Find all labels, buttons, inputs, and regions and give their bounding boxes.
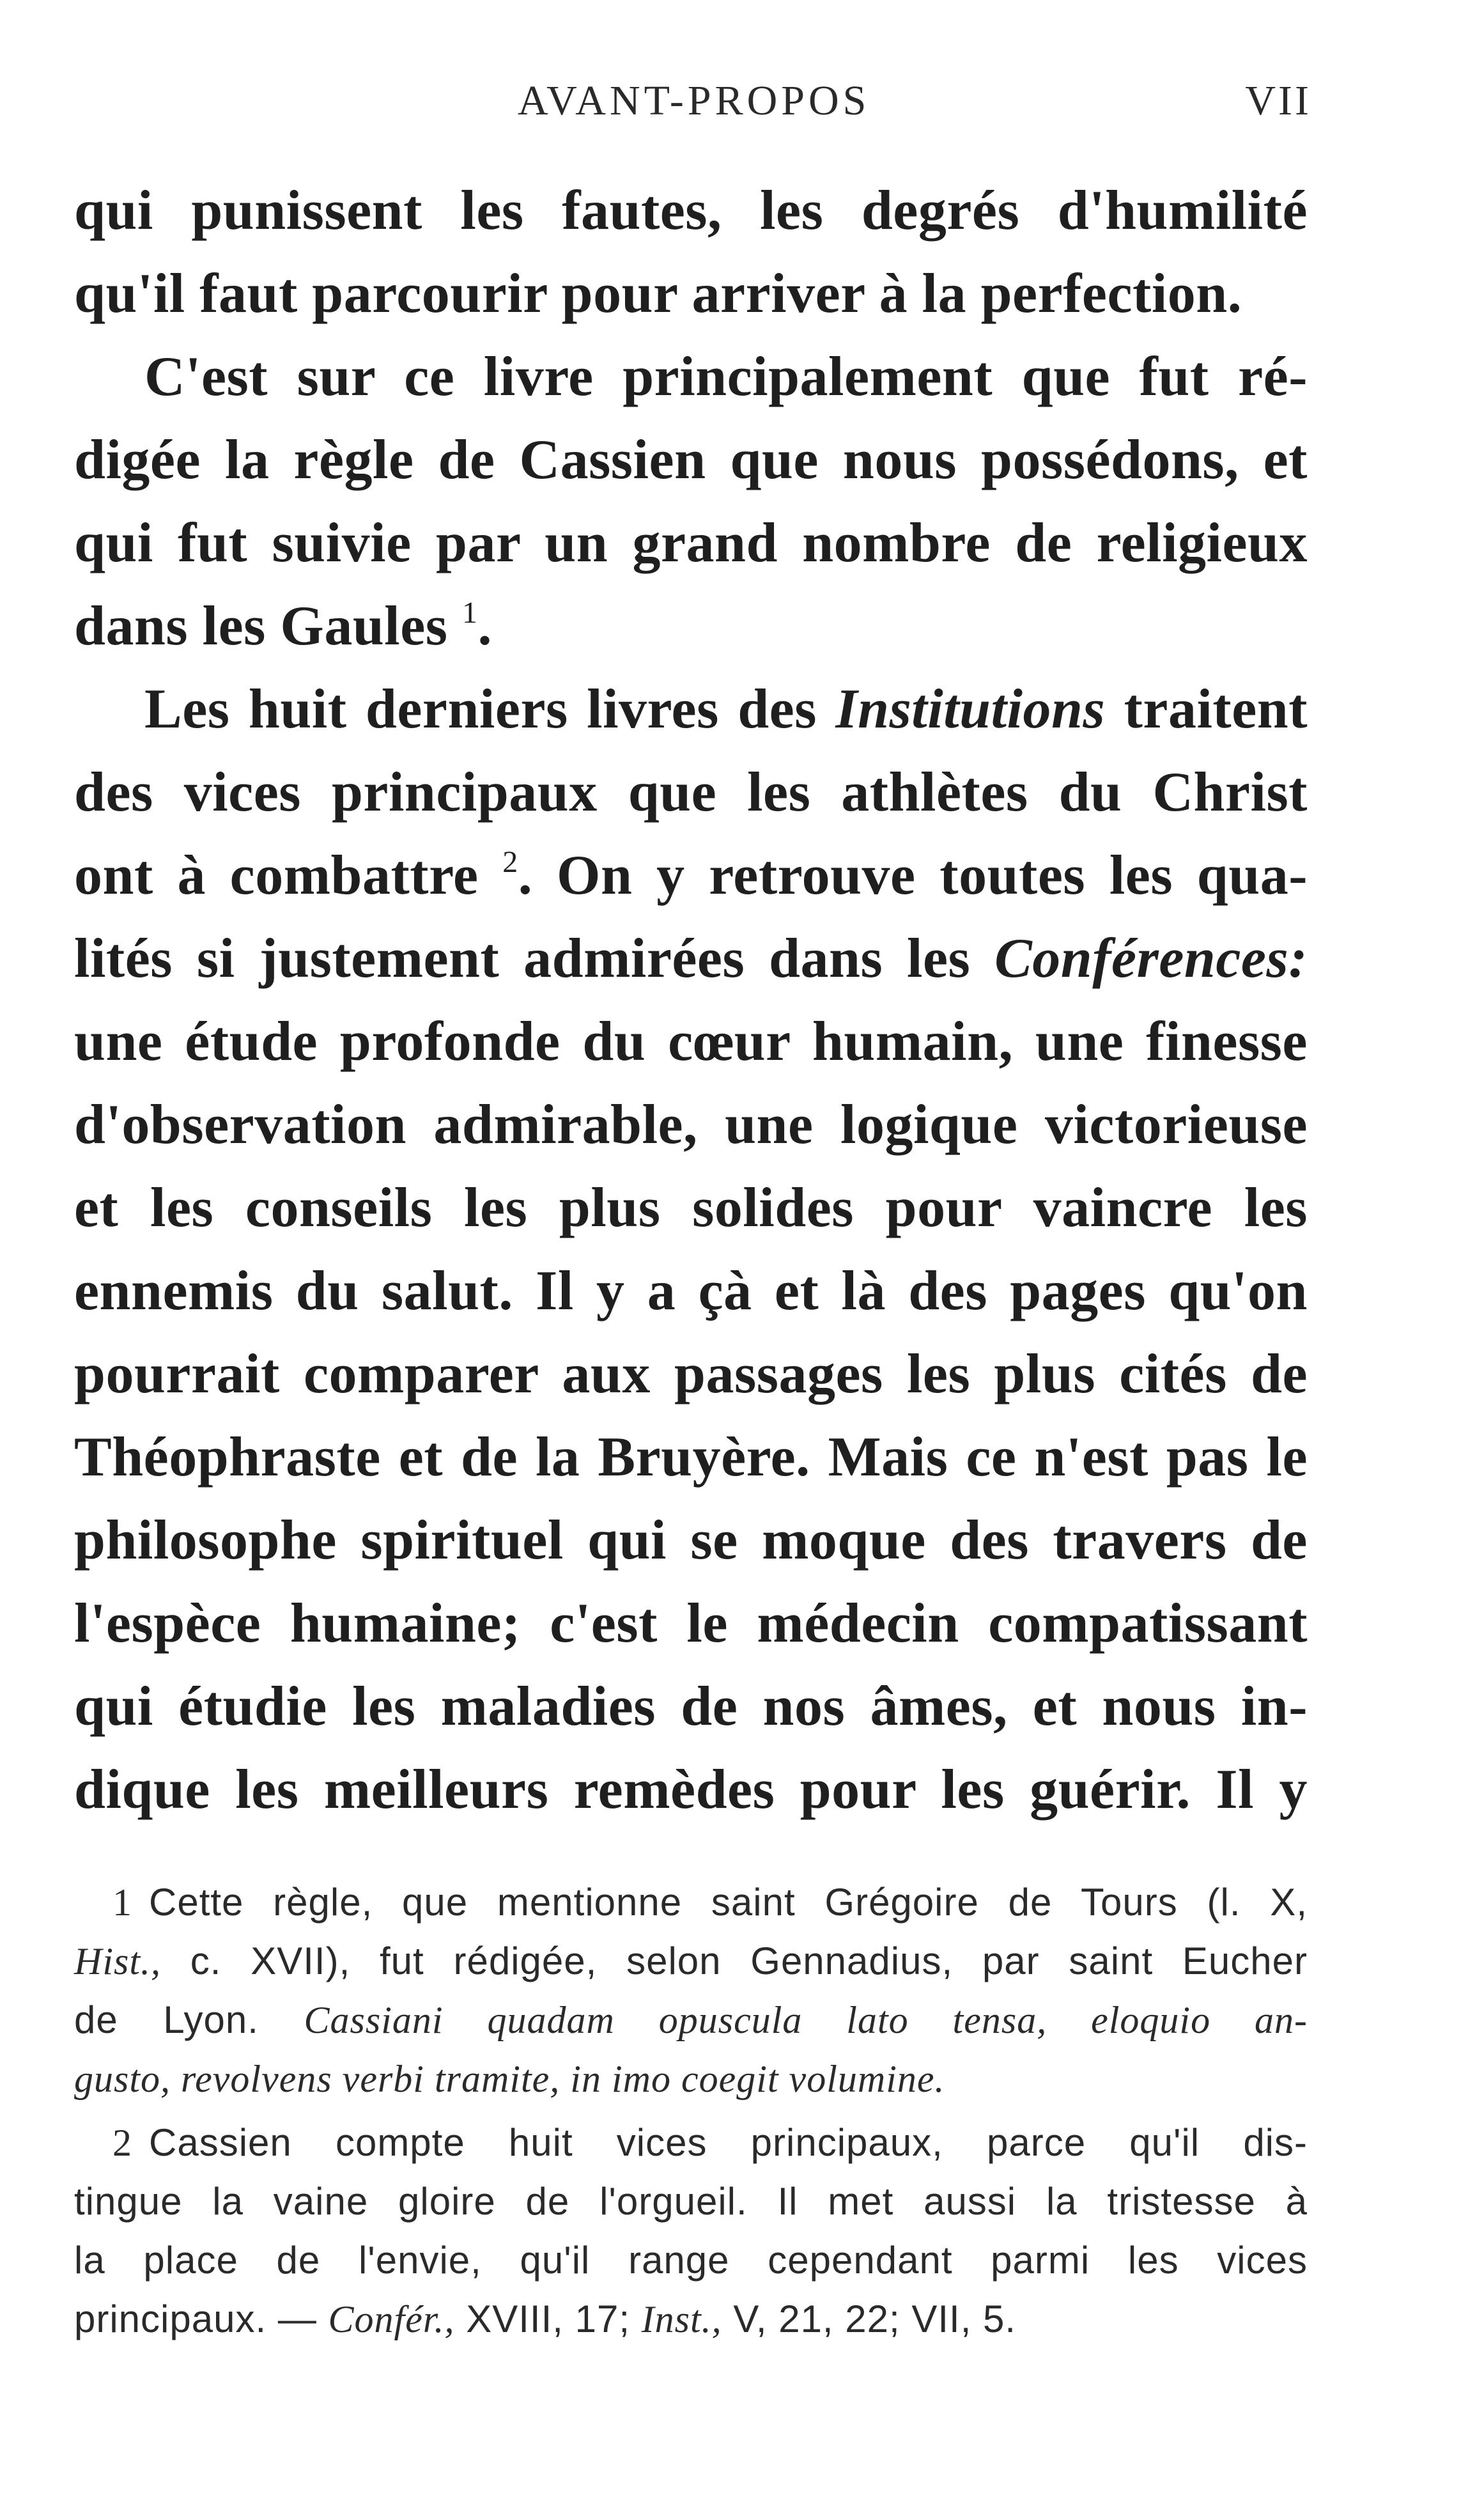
text-line [74, 917, 1308, 1000]
text-segment: . On y retrouve toutes les qua- [518, 844, 1308, 906]
text-line: dique les meilleurs remèdes pour les guérir. Il y [74, 1759, 1308, 1821]
text-line: C'est sur ce livre principalement que fut ré- [144, 346, 1308, 408]
text-segment: ont à combattre [74, 844, 479, 906]
text-segment: Hist., [74, 1940, 162, 1982]
main-text [74, 169, 1308, 1832]
text-line: qui punissent les fautes, les degrés d'humilité [74, 180, 1308, 242]
book-title-institutions: Institutions [835, 678, 1106, 740]
text-segment: Cette règle, que mentionne saint Grégoire de Tours (l. X, [149, 1881, 1308, 1924]
text-segment: V, 21, 22; VII, 5. [733, 2298, 1017, 2340]
footnote-2-line [74, 2113, 1308, 2172]
text-segment: Cassien compte huit vices principaux, parce qu'il dis- [149, 2121, 1308, 2164]
text-segment: Cassiani quadam opuscula lato tensa, eloquio an- [304, 1999, 1308, 2041]
text-line [74, 834, 1308, 917]
text-segment: dans les Gaules [74, 595, 448, 657]
text-line: qu'il faut parcourir pour arriver à la perfection. [74, 263, 1242, 325]
text-segment: XVIII, 17; [466, 2298, 630, 2340]
text-line: qui étudie les maladies de nos âmes, et nous in- [74, 1676, 1308, 1738]
text-segment: Confér., [328, 2298, 455, 2340]
text-segment: c. XVII), fut rédigée, selon Gennadius, par saint Eucher [190, 1940, 1308, 1982]
text-line: pourrait comparer aux passages les plus cités de [74, 1343, 1308, 1405]
footnote-1-line [74, 1873, 1308, 1932]
footnote-1-marker: 1 [112, 1881, 132, 1924]
text-line: des vices principaux que les athlètes du Christ [74, 761, 1308, 823]
text-segment: Les huit derniers livres des [144, 678, 817, 740]
footnote-1-line [74, 2050, 1308, 2108]
page-header [77, 77, 1311, 128]
footnote-2-line: tingue la vaine gloire de l'orgueil. Il met aussi la tristesse à [74, 2180, 1308, 2223]
text-line: qui fut suivie par un grand nombre de religieux [74, 512, 1308, 574]
footnote-2-line [74, 2290, 1308, 2349]
text-segment: . [477, 595, 493, 657]
text-segment: traitent [1124, 678, 1308, 740]
footnote-ref-2: 2 [502, 845, 518, 879]
text-segment: principaux. — [74, 2298, 317, 2340]
footnote-1-line [74, 1932, 1308, 1991]
footnote-ref-1: 1 [462, 596, 478, 630]
text-segment: gusto, revolvens verbi tramite, in imo coegit volumine. [74, 2058, 945, 2100]
footnote-1-line [74, 1991, 1308, 2050]
text-line: d'observation admirable, une logique victorieuse [74, 1094, 1308, 1156]
text-line: Théophraste et de la Bruyère. Mais ce n'est pas le [74, 1426, 1308, 1488]
text-line: et les conseils les plus solides pour vaincre les [74, 1177, 1308, 1239]
footnote-2-marker: 2 [112, 2122, 132, 2164]
running-head: AVANT-PROPOS [518, 77, 870, 124]
text-line [74, 668, 1308, 751]
text-line: ennemis du salut. Il y a çà et là des pages qu'on [74, 1260, 1308, 1322]
footnote-2-line: la place de l'envie, qu'il range cependant parmi les vices [74, 2239, 1308, 2282]
text-segment: lités si justement admirées dans les [74, 928, 971, 990]
book-title-conferences: Conférences: [994, 928, 1308, 990]
text-line: l'espèce humaine; c'est le médecin compatissant [74, 1592, 1308, 1654]
text-line: une étude profonde du cœur humain, une finesse [74, 1011, 1308, 1073]
text-line: philosophe spirituel qui se moque des travers de [74, 1509, 1308, 1571]
text-line [74, 585, 1308, 668]
text-line: digée la règle de Cassien que nous possédons, et [74, 429, 1308, 491]
text-segment: de Lyon. [74, 1998, 259, 2041]
footnotes [74, 1873, 1308, 2349]
text-segment: Inst., [641, 2298, 722, 2340]
page-number: VII [1245, 77, 1311, 124]
